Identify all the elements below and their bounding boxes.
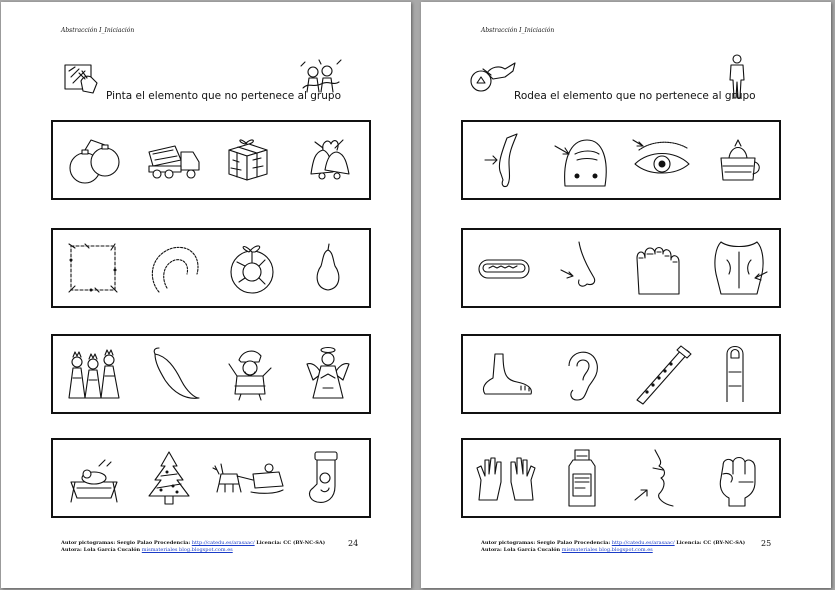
back-icon[interactable] xyxy=(711,238,767,298)
page-title: Rodea el elemento que no pertenece al grupo xyxy=(514,90,756,102)
page-footer xyxy=(61,540,325,554)
exercise-row-3 xyxy=(461,334,781,414)
mouthwash-bottle-icon[interactable] xyxy=(563,448,601,508)
christmas-angel-icon[interactable] xyxy=(303,344,353,402)
nose-icon[interactable] xyxy=(559,240,605,296)
garland-frame-icon[interactable] xyxy=(65,240,121,296)
page-number: 24 xyxy=(348,539,359,548)
arasaac-link[interactable]: http://catedu.es/arasaac/ xyxy=(191,540,255,546)
page-header: Abstracción I_Iniciación xyxy=(481,27,555,34)
blog-link[interactable]: mismateriales blog.blogspot.com.es xyxy=(141,547,233,553)
ear-icon[interactable] xyxy=(559,344,603,404)
exercise-row-1 xyxy=(461,120,781,200)
page-number: 25 xyxy=(761,539,772,548)
exercise-row-3 xyxy=(51,334,371,414)
footer-license-text: Licencia: CC (BY-NC-SA) xyxy=(256,540,326,546)
page-header: Abstracción I_Iniciación xyxy=(61,27,135,34)
recorder-flute-icon[interactable] xyxy=(631,342,693,406)
toes-icon[interactable] xyxy=(633,240,683,296)
chin-icon[interactable] xyxy=(633,448,681,508)
hands-icon[interactable] xyxy=(475,454,537,502)
chili-pepper-icon[interactable] xyxy=(145,346,203,402)
page-footer xyxy=(481,540,745,554)
christmas-stocking-icon[interactable] xyxy=(305,450,345,506)
pine-wreath-icon[interactable] xyxy=(145,240,203,296)
exercise-row-2 xyxy=(461,228,781,308)
fist-icon[interactable] xyxy=(715,452,761,506)
finger-icon[interactable] xyxy=(721,342,749,404)
page-title: Pinta el elemento que no pertenece al grupo xyxy=(106,90,341,102)
arm-icon[interactable] xyxy=(483,132,523,190)
blog-link[interactable]: mismateriales blog.blogspot.com.es xyxy=(561,547,653,553)
exercise-row-2 xyxy=(51,228,371,308)
eyebrow-icon[interactable] xyxy=(631,136,693,182)
pear-icon[interactable] xyxy=(311,242,345,294)
exercise-row-1 xyxy=(51,120,371,200)
hot-dog-icon[interactable] xyxy=(477,254,531,282)
arasaac-link[interactable]: http://catedu.es/arasaac/ xyxy=(611,540,675,546)
footer-license-text: Licencia: CC (BY-NC-SA) xyxy=(676,540,746,546)
gift-box-icon[interactable] xyxy=(225,134,271,184)
nativity-manger-icon[interactable] xyxy=(67,456,121,504)
left-page xyxy=(1,2,411,588)
cement-mixer-truck-icon[interactable] xyxy=(145,140,201,180)
christmas-baubles-icon[interactable] xyxy=(67,136,121,186)
forehead-icon[interactable] xyxy=(553,132,611,188)
painting-hand-icon xyxy=(63,59,99,95)
foot-icon[interactable] xyxy=(477,350,535,398)
footer-authoress-text: Autora: Lola García Cucalón xyxy=(481,547,561,553)
right-page xyxy=(421,2,831,588)
exercise-row-4 xyxy=(461,438,781,518)
circling-hand-icon xyxy=(469,59,517,95)
footer-author-text: Autor pictogramas: Sergio Palao Procedencia: xyxy=(481,540,611,546)
christmas-bells-icon[interactable] xyxy=(303,134,353,186)
exercise-row-4 xyxy=(51,438,371,518)
three-kings-icon[interactable] xyxy=(65,348,123,402)
santa-claus-icon[interactable] xyxy=(225,346,275,402)
decorated-wreath-icon[interactable] xyxy=(225,238,279,296)
citrus-juicer-icon[interactable] xyxy=(715,136,761,186)
reindeer-sleigh-icon[interactable] xyxy=(213,460,285,496)
footer-author-text: Autor pictogramas: Sergio Palao Procedencia: xyxy=(61,540,191,546)
footer-authoress-text: Autora: Lola García Cucalón xyxy=(61,547,141,553)
christmas-tree-icon[interactable] xyxy=(147,448,191,508)
